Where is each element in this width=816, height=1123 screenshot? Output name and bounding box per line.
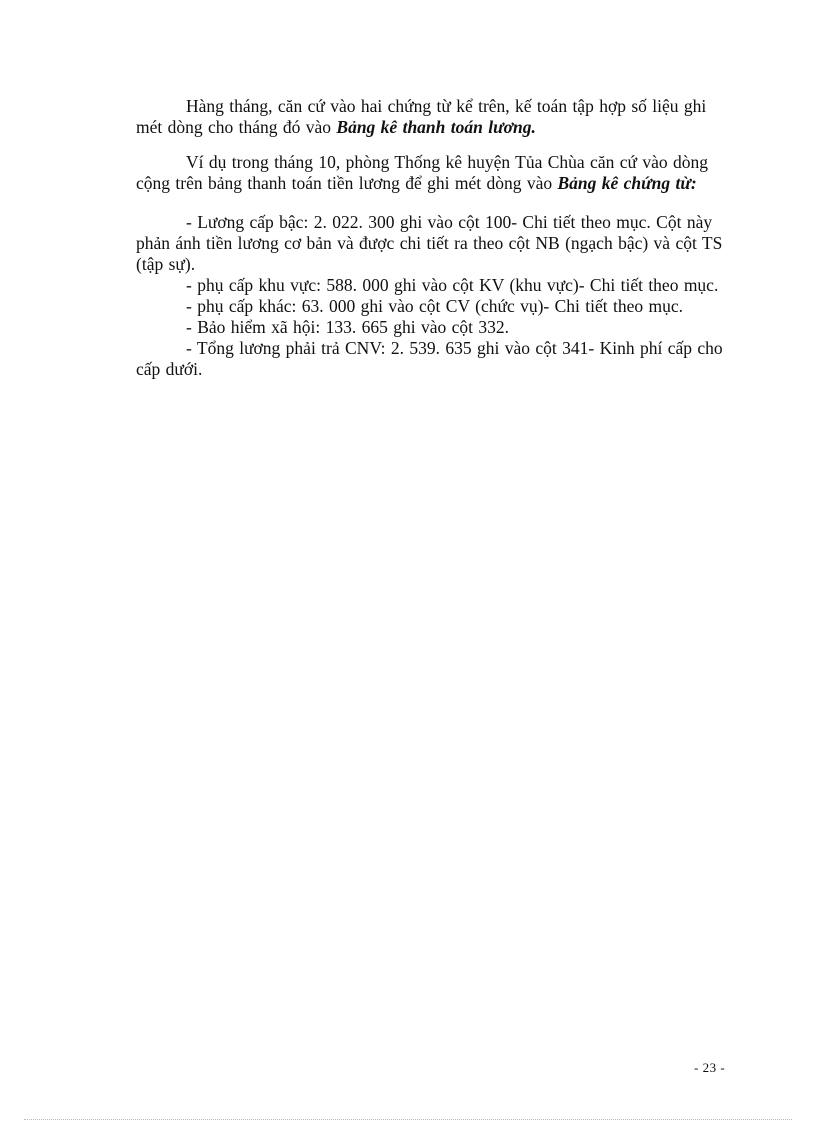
body-text: [136, 96, 736, 380]
list-item-base-salary: - Lương cấp bậc: 2. 022. 300 ghi vào cột 100- Chi tiết theo mục. Cột này phản ánh tiền lương cơ bản và được chi tiết ra theo cột NB (ngạch bậc) và cột TS (tập sự).: [136, 212, 723, 274]
page-bottom-border: [24, 1119, 792, 1120]
list-item-total-salary: - Tổng lương phải trả CNV: 2. 539. 635 ghi vào cột 341- Kinh phí cấp cho cấp dưới.: [136, 338, 723, 379]
paragraph-example-text: Ví dụ trong tháng 10, phòng Thống kê huyện Tủa Chùa căn cứ vào dòng cộng trên bảng thanh toán tiền lương để ghi mét dòng vào: [136, 152, 708, 193]
list-item-regional-allowance: - phụ cấp khu vực: 588. 000 ghi vào cột KV (khu vực)- Chi tiết theo mục.: [186, 275, 719, 295]
paragraph-intro: [136, 96, 736, 138]
page-number: - 23 -: [694, 1060, 726, 1075]
paragraph-intro-text: Hàng tháng, căn cứ vào hai chứng từ kể trên, kế toán tập hợp số liệu ghi mét dòng cho tháng đó vào: [136, 96, 707, 137]
paragraph-example: [136, 152, 736, 194]
paragraph-example-emphasis: Bảng kê chứng từ:: [557, 173, 697, 193]
list-item-other-allowance: - phụ cấp khác: 63. 000 ghi vào cột CV (chức vụ)- Chi tiết theo mục.: [186, 296, 684, 316]
paragraph-intro-emphasis: Bảng kê thanh toán lương.: [336, 117, 536, 137]
list-item-social-insurance: - Bảo hiểm xã hội: 133. 665 ghi vào cột 332.: [186, 317, 510, 337]
